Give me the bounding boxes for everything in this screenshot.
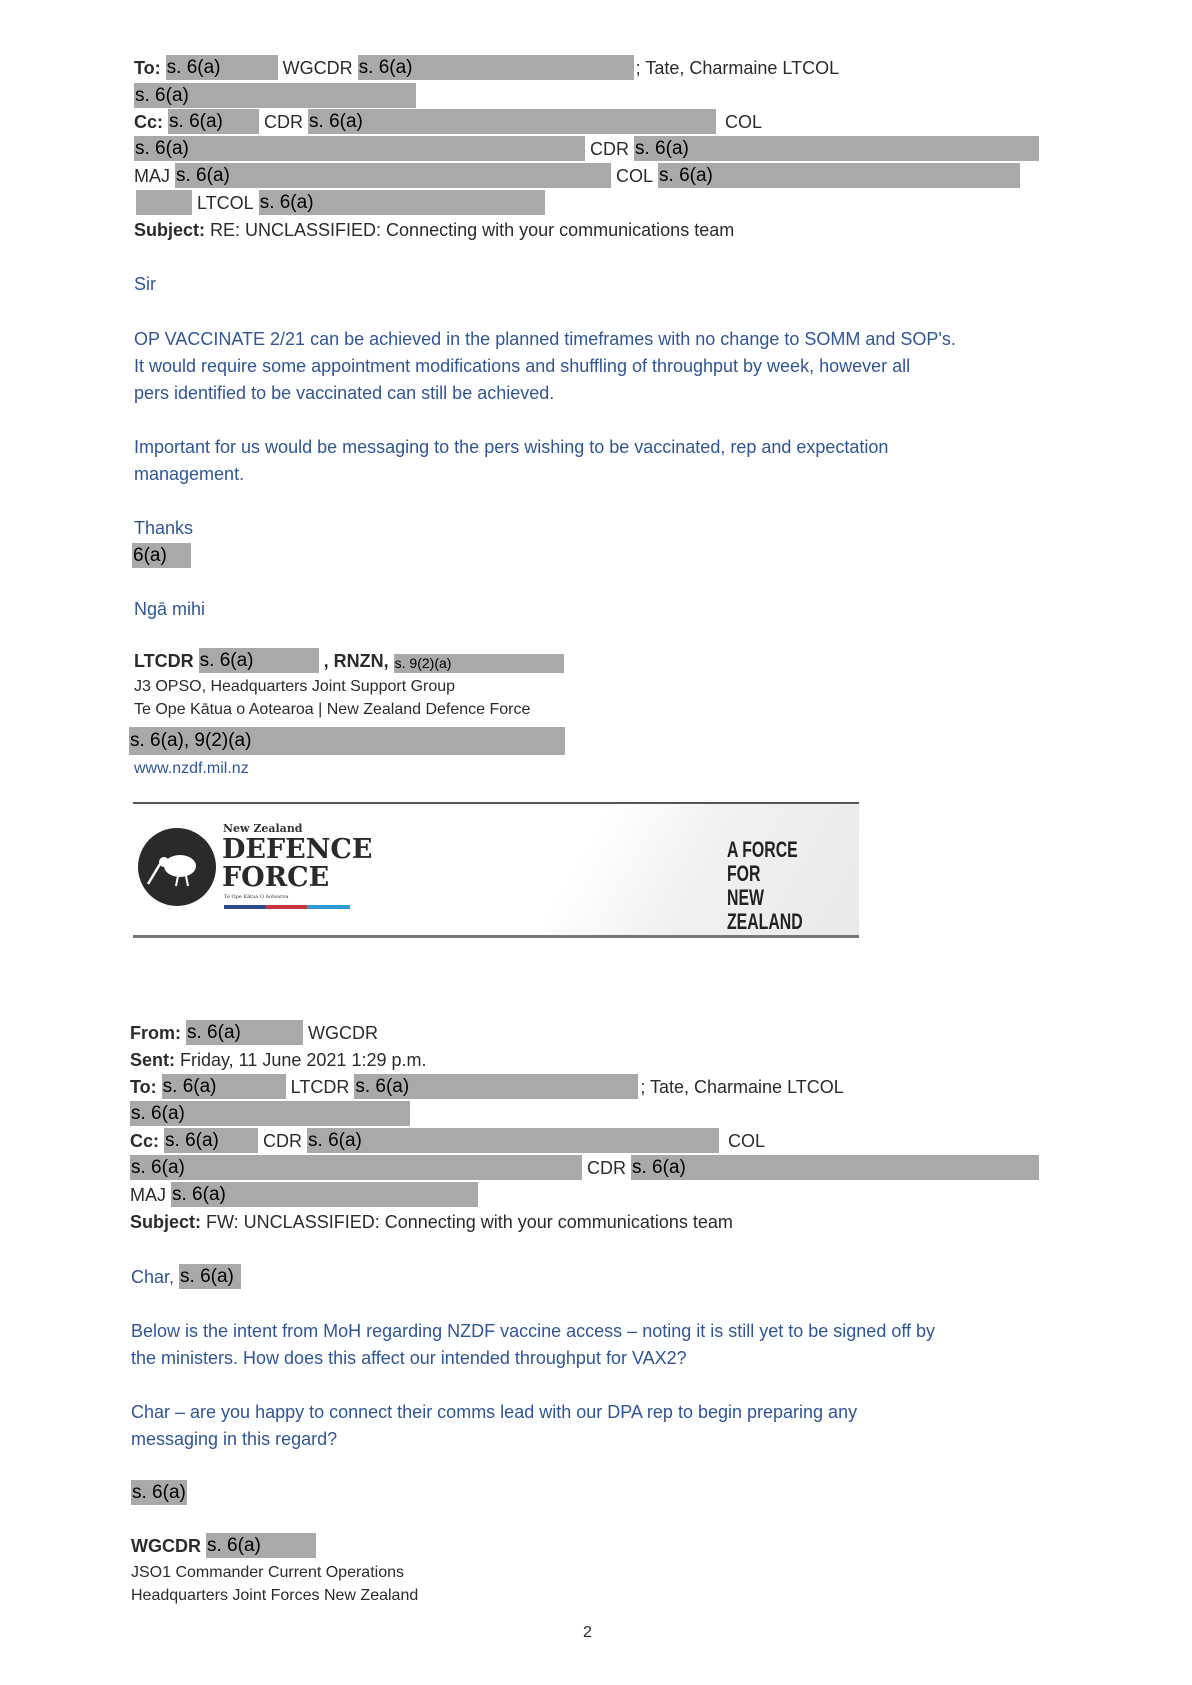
redaction: s. 6(a) — [166, 55, 278, 80]
subject: FW: UNCLASSIFIED: Connecting with your communications team — [206, 1212, 733, 1232]
orig-from-line — [130, 1020, 378, 1046]
from-label: From: — [130, 1023, 181, 1043]
greeting: Sir — [134, 274, 156, 294]
redaction: s. 9(2)(a) — [394, 654, 564, 673]
subject-label: Subject: — [134, 220, 206, 240]
redaction: s. 6(a) — [134, 83, 416, 108]
body-line: messaging in this regard? — [131, 1429, 338, 1449]
redaction: s. 6(a) — [168, 109, 259, 134]
greeting: Char, — [131, 1267, 175, 1287]
reply-cc-line-3 — [134, 163, 1020, 189]
rank: CDR — [587, 1158, 626, 1178]
body-line: Important for us would be messaging to the pers wishing to be vaccinated, rep and expectation — [134, 437, 889, 457]
body-line: Char – are you happy to connect their comms lead with our DPA rep to begin preparing any — [131, 1402, 858, 1422]
thanks-redaction-line — [132, 543, 191, 569]
signature-role: JSO1 Commander Current Operations — [131, 1564, 404, 1581]
rank: COL — [728, 1131, 766, 1151]
rank: COL — [616, 166, 654, 186]
reply-to-line-2 — [134, 83, 416, 109]
redaction: s. 6(a) — [307, 1128, 719, 1153]
reply-to-line — [134, 55, 839, 81]
reply-cc-line — [134, 109, 762, 135]
service: , RNZN, — [323, 651, 389, 671]
redaction: s. 6(a) — [358, 55, 634, 80]
orig-to-line — [130, 1074, 844, 1100]
redaction: s. 6(a), 9(2)(a) — [129, 727, 565, 755]
closing: Ngā mihi — [134, 599, 206, 619]
body-line: management. — [134, 464, 245, 484]
orig-sent-line — [130, 1047, 426, 1073]
tagline-line: NEW ZEALAND — [727, 885, 803, 934]
body-line: It would require some appointment modifications and shuffling of throughput by week, however all — [134, 356, 911, 376]
logo-defence: DEFENCE — [222, 834, 373, 865]
orig-cc-line-3 — [130, 1182, 478, 1208]
nzdf-logo-banner — [133, 802, 859, 938]
redaction: s. 6(a) — [164, 1128, 258, 1153]
rank: MAJ — [130, 1185, 166, 1205]
tagline-line: A FORCE FOR — [727, 837, 798, 886]
orig-sender-redaction — [131, 1480, 187, 1506]
redaction: s. 6(a) — [199, 648, 319, 673]
body-line: pers identified to be vaccinated can still be achieved. — [134, 383, 555, 403]
redaction: s. 6(a) — [658, 163, 1020, 188]
reply-subject-line — [134, 217, 734, 243]
redaction: s. 6(a) — [162, 1074, 286, 1099]
redaction: s. 6(a) — [179, 1264, 241, 1289]
rank: WGCDR — [308, 1023, 378, 1043]
rank: MAJ — [134, 166, 170, 186]
tagline — [727, 838, 822, 934]
redaction: s. 6(a) — [175, 163, 611, 188]
rank: LTCDR — [134, 651, 194, 671]
subject-label: Subject: — [130, 1212, 202, 1232]
orig-cc-line-2 — [130, 1155, 1039, 1181]
redaction: s. 6(a) — [171, 1182, 478, 1207]
rank: CDR — [264, 112, 304, 132]
orig-cc-line — [130, 1128, 765, 1154]
to-label: To: — [134, 58, 161, 78]
thanks: Thanks — [134, 518, 194, 538]
rank: CDR — [590, 139, 629, 159]
redaction: s. 6(a) — [130, 1155, 582, 1180]
redaction — [136, 190, 192, 215]
rank: CDR — [263, 1131, 303, 1151]
reply-cc-line-2 — [134, 136, 1039, 162]
page-number: 2 — [583, 1624, 592, 1641]
redaction: s. 6(a) — [132, 1482, 186, 1503]
signature-contact-line — [129, 727, 565, 753]
to-label: To: — [130, 1077, 157, 1097]
body-line: the ministers. How does this affect our intended throughput for VAX2? — [131, 1348, 687, 1368]
website-link[interactable]: www.nzdf.mil.nz — [134, 760, 249, 777]
redaction: s. 6(a) — [259, 190, 545, 215]
redaction: 6(a) — [132, 543, 191, 568]
logo-stripe — [224, 905, 350, 909]
orig-greeting-line — [131, 1264, 241, 1290]
signature-org: Headquarters Joint Forces New Zealand — [131, 1587, 419, 1604]
rank: WGCDR — [282, 58, 353, 78]
kiwi-logo-icon — [136, 826, 218, 908]
redaction: s. 6(a) — [308, 109, 716, 134]
signature-name-line — [134, 648, 564, 674]
body-line: OP VACCINATE 2/21 can be achieved in the planned timeframes with no change to SOMM and SOP's. — [134, 329, 956, 349]
rank: LTCDR — [290, 1077, 350, 1097]
logo-small-text: New Zealand — [223, 822, 303, 835]
rank: WGCDR — [131, 1536, 201, 1556]
redaction: s. 6(a) — [634, 136, 1039, 161]
redaction: s. 6(a) — [206, 1533, 316, 1558]
redaction: s. 6(a) — [631, 1155, 1039, 1180]
sent-label: Sent: — [130, 1050, 175, 1070]
sent-date: Friday, 11 June 2021 1:29 p.m. — [180, 1050, 427, 1070]
logo-force: FORCE — [222, 862, 330, 893]
recipient: ; Tate, Charmaine LTCOL — [635, 58, 840, 78]
cc-label: Cc: — [134, 112, 164, 132]
redaction: s. 6(a) — [354, 1074, 638, 1099]
orig-to-line-2 — [130, 1101, 410, 1127]
logo-subtext: Te Ope Kātua O Aotearoa — [224, 894, 289, 900]
rank: LTCOL — [197, 193, 254, 213]
rank: COL — [725, 112, 763, 132]
signature-org: Te Ope Kātua o Aotearoa | New Zealand Defence Force — [134, 701, 531, 718]
recipient: ; Tate, Charmaine LTCOL — [640, 1077, 844, 1097]
signature-role: J3 OPSO, Headquarters Joint Support Group — [134, 678, 456, 695]
redaction: s. 6(a) — [130, 1101, 410, 1126]
reply-cc-line-4 — [136, 190, 545, 216]
orig-signature-name-line — [131, 1533, 316, 1559]
cc-label: Cc: — [130, 1131, 160, 1151]
redaction: s. 6(a) — [134, 136, 585, 161]
body-line: Below is the intent from MoH regarding NZDF vaccine access – noting it is still yet to be signed off by — [131, 1321, 936, 1341]
subject: RE: UNCLASSIFIED: Connecting with your communications team — [210, 220, 735, 240]
orig-subject-line — [130, 1209, 733, 1235]
redaction: s. 6(a) — [186, 1020, 303, 1045]
